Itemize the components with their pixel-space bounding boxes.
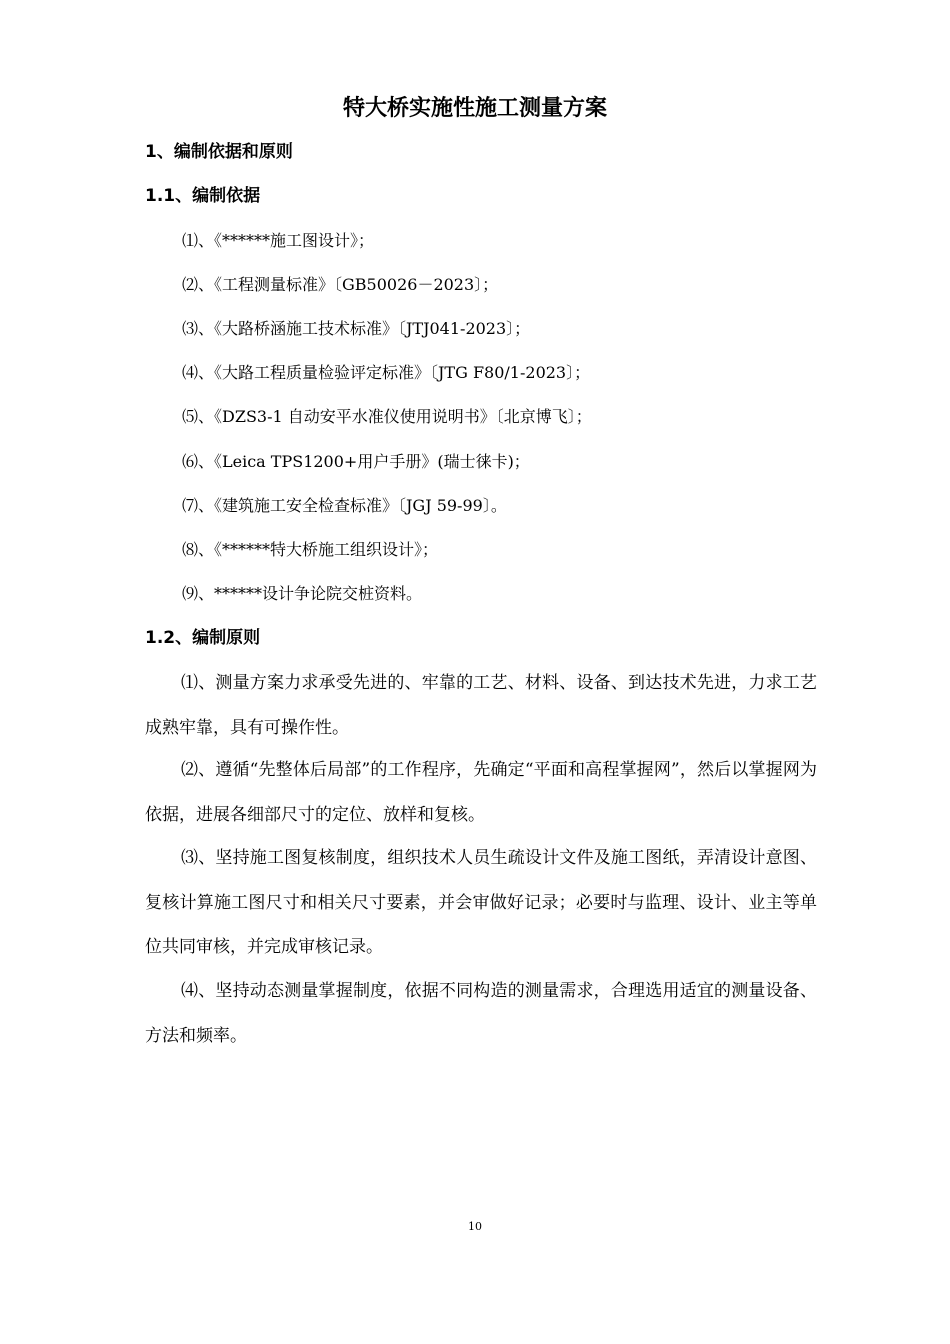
principle-paragraph: ⑴、测量方案力求承受先进的、牢靠的工艺、材料、设备、到达技术先进，力求工艺成熟牢靠，具有可操作性。 (145, 673, 817, 738)
page-number: 10 (468, 1220, 482, 1233)
basis-item: ⑺、《建筑施工安全检查标准》〔JGJ 59-99〕。 (182, 496, 507, 515)
document-title: 特大桥实施性施工测量方案 (342, 96, 607, 121)
principle-paragraph: ⑶、坚持施工图复核制度，组织技术人员生疏设计文件及施工图纸，弄清设计意图、复核计算施工图尺寸和相关尺寸要素，并会审做好记录；必要时与监理、设计、业主等单位共同审核，并完成审核记录。 (145, 848, 817, 957)
basis-item: ⑸、《DZS3-1 自动安平水准仪使用说明书》〔北京博飞〕； (182, 407, 592, 426)
basis-item: ⑴、《******施工图设计》； (182, 231, 375, 250)
principle-paragraph: ⑷、坚持动态测量掌握制度，依据不同构造的测量需求，合理选用适宜的测量设备、方法和频率。 (145, 981, 817, 1046)
basis-item: ⑼、******设计争论院交桩资料。 (182, 584, 423, 603)
basis-item: ⑹、《Leica TPS1200+用户手册》(瑞士徕卡)； (182, 452, 530, 471)
basis-item: ⑻、《******特大桥施工组织设计》； (182, 540, 439, 559)
principle-paragraph: ⑵、遵循“先整体后局部”的工作程序，先确定“平面和高程掌握网”，然后以掌握网为依据，进展各细部尺寸的定位、放样和复核。 (145, 760, 817, 825)
section-heading-1: 1、编制依据和原则 (145, 142, 293, 162)
basis-item: ⑵、《工程测量标准》〔GB50026－2023〕； (182, 275, 499, 294)
section-heading-1-2: 1.2、编制原则 (145, 628, 261, 648)
basis-item: ⑶、《大路桥涵施工技术标准》〔JTJ041-2023〕； (182, 319, 531, 338)
basis-item: ⑷、《大路工程质量检验评定标准》〔JTG F80/1-2023〕； (182, 363, 591, 382)
section-heading-1-1: 1.1、编制依据 (145, 186, 261, 206)
